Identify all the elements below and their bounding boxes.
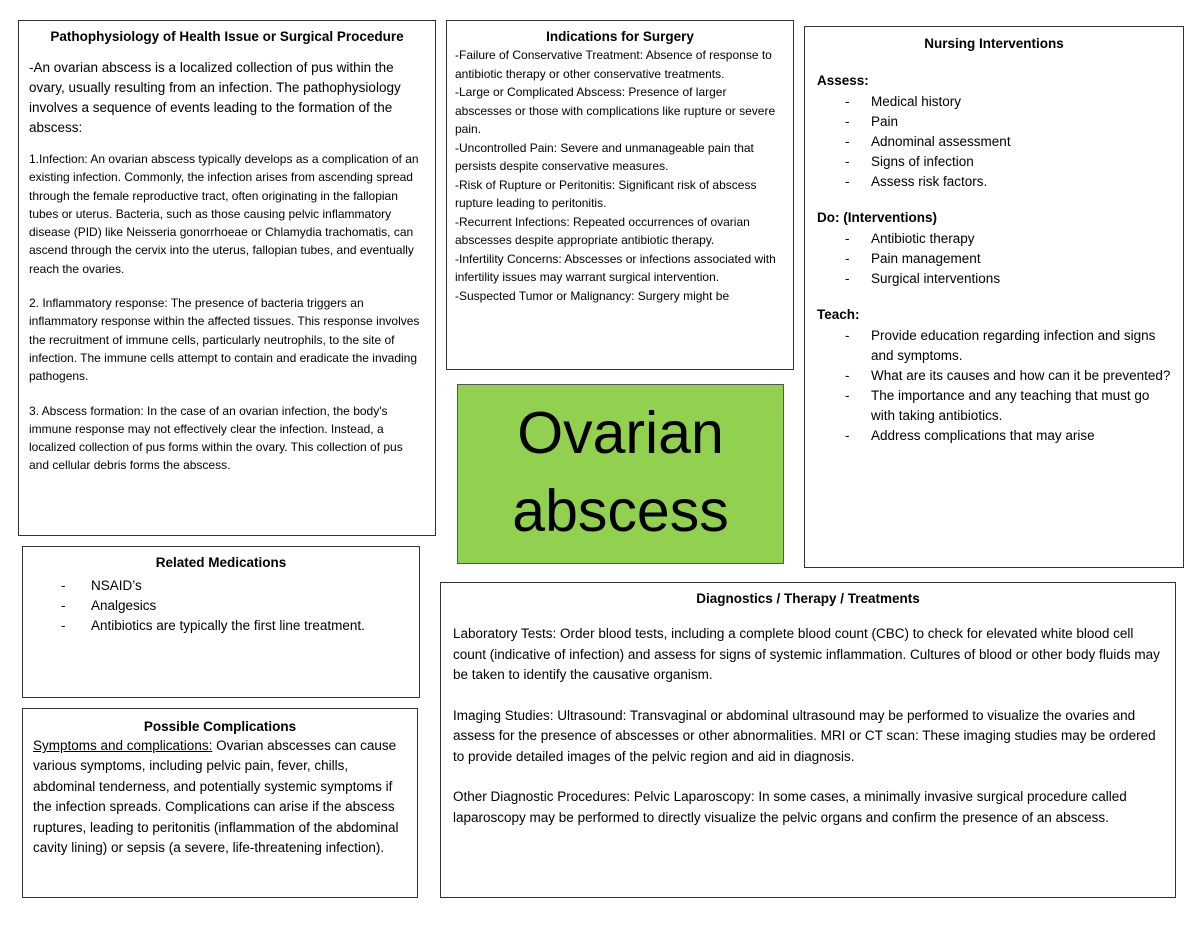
list-item: - Analgesics: [33, 596, 409, 616]
list-item: - Pain management: [817, 249, 1171, 269]
complications-label: Symptoms and complications:: [33, 738, 213, 753]
list-item: - Address complications that may arise: [817, 426, 1171, 446]
topic-banner: [457, 384, 784, 564]
assess-heading: Assess:: [817, 73, 869, 88]
pathophysiology-intro: -An ovarian abscess is a localized collection of pus within the ovary, usually resulting from an infection. The pathophysiology involves a sequence of events leading to the formation of the abscess:: [29, 60, 401, 135]
list-item: - NSAID’s: [33, 576, 409, 596]
pathophysiology-step: 1.Infection: An ovarian abscess typically develops as a complication of an existing infection. Commonly, the infection arises from ascending spread through the female reproductive tract, often originating in the fallopian tubes or uterus. Bacteria, such as those causing pelvic inflammatory disease (PID) like Neisseria gonorrhoeae or Chlamydia trachomatis, can ascend through the cervix into the uterus, fallopian tubes, and eventually reach the ovaries.: [29, 152, 419, 276]
indications-title: Indications for Surgery: [546, 29, 694, 44]
list-item: - Medical history: [817, 92, 1171, 112]
indication-item: -Uncontrolled Pain: Severe and unmanageable pain that persists despite conservative measures.: [455, 140, 754, 173]
nursing-title: Nursing Interventions: [924, 36, 1064, 51]
list-item: - Provide education regarding infection and signs and symptoms.: [817, 326, 1171, 366]
diagnostics-box: [440, 582, 1176, 898]
indication-item: -Risk of Rupture or Peritonitis: Significant risk of abscess rupture leading to peritonitis.: [455, 177, 757, 210]
teach-heading: Teach:: [817, 307, 860, 322]
list-item: - Pain: [817, 112, 1171, 132]
pathophysiology-step: 2. Inflammatory response: The presence of bacteria triggers an inflammatory response within the affected tissues. This response involves the recruitment of immune cells, particularly neutrophils, to the site of infection. The immune cells attempt to contain and eradicate the invading pathogens.: [29, 296, 420, 384]
topic-line-1: Ovarian: [517, 400, 724, 466]
list-item: - Adnominal assessment: [817, 132, 1171, 152]
list-item: - The importance and any teaching that must go with taking antibiotics.: [817, 386, 1171, 426]
medications-list: [33, 576, 409, 636]
list-item: - Antibiotic therapy: [817, 229, 1171, 249]
diagnostics-title: Diagnostics / Therapy / Treatments: [696, 591, 920, 606]
list-item: - Assess risk factors.: [817, 172, 1171, 192]
diagnostics-paragraph: Laboratory Tests: Order blood tests, including a complete blood count (CBC) to check for elevated white blood cell count (indicative of infection) and assess for signs of systemic inflammation. Cultures of blood or other body fluids may be taken to identify the causative organism.: [453, 626, 1160, 682]
diagnostics-paragraph: Other Diagnostic Procedures: Pelvic Laparoscopy: In some cases, a minimally invasive surgical procedure called laparoscopy may be performed to directly visualize the pelvic organs and confirm the presence of an abscess.: [453, 789, 1127, 825]
pathophysiology-box: [18, 20, 436, 536]
assess-list: [817, 92, 1171, 192]
medications-title: Related Medications: [155, 555, 287, 570]
list-item: - What are its causes and how can it be prevented?: [817, 366, 1171, 386]
diagnostics-paragraph: Imaging Studies: Ultrasound: Transvaginal or abdominal ultrasound may be performed to visualize the ovaries and assess for the presence of abscesses or other abnormalities. MRI or CT scan: These imaging studies may be ordered to provide detailed images of the pelvic region and aid in diagnosis.: [453, 707, 1156, 764]
complications-text: Ovarian abscesses can cause various symptoms, including pelvic pain, fever, chills, abdominal tenderness, and potentially systemic symptoms if the infection spreads. Complications can arise if the abscess ruptures, leading to peritonitis (inflammation of the abdominal cavity lining) or sepsis (a severe, life-threatening infection).: [33, 738, 399, 856]
topic-line-2: abscess: [512, 478, 729, 544]
list-item: - Surgical interventions: [817, 269, 1171, 289]
indication-item: -Failure of Conservative Treatment: Absence of response to antibiotic therapy or other conservative treatments.: [455, 48, 772, 81]
nursing-interventions-box: [804, 26, 1184, 568]
complications-box: [22, 708, 418, 898]
pathophysiology-step: 3. Abscess formation: In the case of an ovarian infection, the body's immune response may not effectively clear the infection. Instead, a localized collection of pus forms within the ovary. This collection of pus and cellular debris forms the abscess.: [29, 403, 403, 473]
indications-box: [446, 20, 794, 370]
do-heading: Do: (Interventions): [817, 210, 937, 225]
indication-item: -Suspected Tumor or Malignancy: Surgery might be: [455, 288, 730, 303]
indication-item: -Large or Complicated Abscess: Presence of larger abscesses or those with complications like rupture or severe pain.: [455, 85, 776, 136]
list-item: - Signs of infection: [817, 152, 1171, 172]
indication-item: -Recurrent Infections: Repeated occurrences of ovarian abscesses despite appropriate antibiotic therapy.: [455, 214, 750, 247]
list-item: - Antibiotics are typically the first line treatment.: [33, 616, 409, 636]
complications-title: Possible Complications: [143, 719, 297, 734]
complications-body: [33, 736, 407, 858]
teach-list: [817, 326, 1171, 446]
indication-item: -Infertility Concerns: Abscesses or infections associated with infertility issues may warrant surgical intervention.: [455, 251, 776, 284]
pathophysiology-title: Pathophysiology of Health Issue or Surgical Procedure: [50, 29, 404, 44]
medications-box: [22, 546, 420, 698]
do-list: [817, 229, 1171, 289]
